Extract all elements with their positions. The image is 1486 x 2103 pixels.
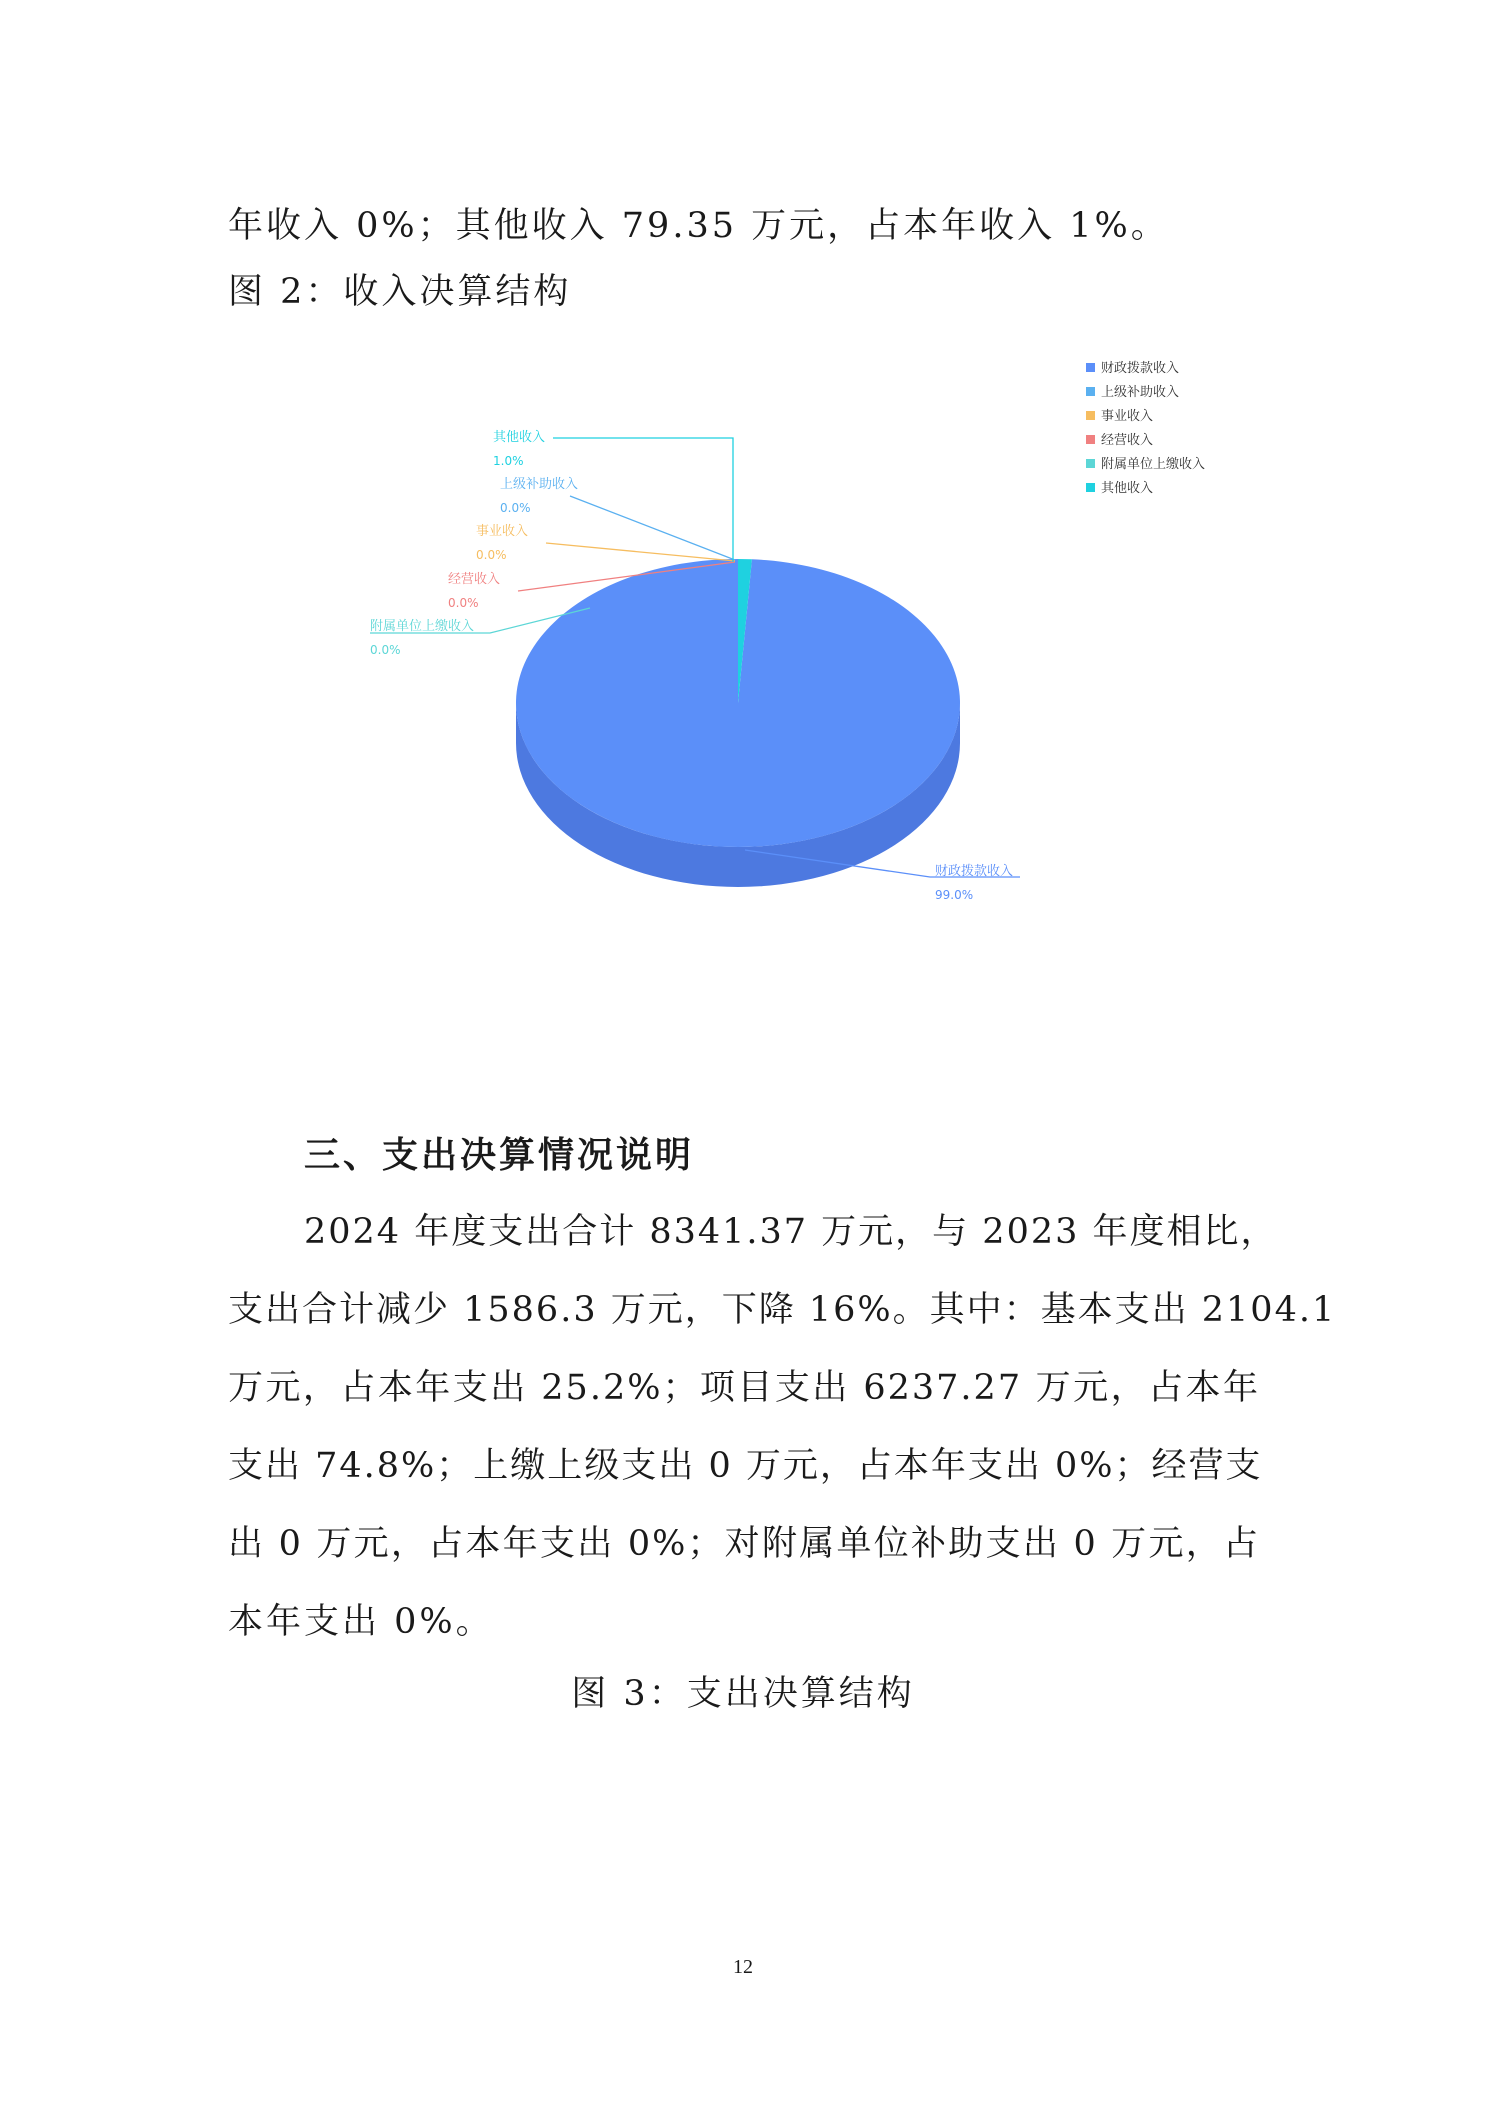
slice-label-2: 上级补助收入 — [500, 477, 579, 492]
leader-line-3 — [546, 543, 735, 561]
paragraph-line: 万元，占本年支出 25.2%；项目支出 6237.27 万元，占本年 — [228, 1368, 1260, 1408]
slice-percent-5: 0.0% — [370, 643, 401, 657]
legend-marker-5 — [1086, 459, 1095, 468]
paragraph-line: 2024 年度支出合计 8341.37 万元，与 2023 年度相比， — [304, 1212, 1278, 1252]
legend-marker-2 — [1086, 387, 1095, 396]
slice-percent-1: 99.0% — [935, 888, 974, 902]
leader-line-2 — [570, 496, 735, 560]
income-structure-pie-chart — [0, 330, 1486, 980]
figure2-caption: 图 2：收入决算结构 — [228, 272, 572, 312]
paragraph-line: 支出合计减少 1586.3 万元，下降 16%。其中：基本支出 2104.1 — [228, 1290, 1337, 1330]
legend-label-6: 其他收入 — [1101, 481, 1154, 496]
legend-label-4: 经营收入 — [1101, 433, 1154, 448]
legend-marker-1 — [1086, 363, 1095, 372]
legend-label-5: 附属单位上缴收入 — [1101, 457, 1206, 472]
slice-percent-2: 0.0% — [500, 501, 531, 515]
slice-percent-4: 0.0% — [448, 596, 479, 610]
slice-label-6: 其他收入 — [493, 430, 546, 445]
legend-label-3: 事业收入 — [1101, 409, 1154, 424]
legend-marker-6 — [1086, 483, 1095, 492]
paragraph-line: 支出 74.8%；上缴上级支出 0 万元，占本年支出 0%；经营支 — [228, 1446, 1263, 1486]
continuation-line: 年收入 0%；其他收入 79.35 万元，占本年收入 1%。 — [228, 206, 1169, 246]
paragraph-line: 本年支出 0%。 — [228, 1602, 494, 1642]
slice-percent-6: 1.0% — [493, 454, 524, 468]
slice-label-4: 经营收入 — [448, 572, 501, 587]
legend-marker-4 — [1086, 435, 1095, 444]
slice-label-3: 事业收入 — [476, 524, 529, 539]
slice-label-1: 财政拨款收入 — [935, 864, 1014, 879]
section-heading: 三、支出决算情况说明 — [304, 1135, 695, 1176]
legend-label-2: 上级补助收入 — [1101, 385, 1180, 400]
paragraph-line: 出 0 万元，占本年支出 0%；对附属单位补助支出 0 万元，占 — [228, 1524, 1260, 1564]
figure3-caption: 图 3：支出决算结构 — [571, 1674, 915, 1714]
slice-label-5: 附属单位上缴收入 — [370, 619, 475, 634]
slice-percent-3: 0.0% — [476, 548, 507, 562]
legend-marker-3 — [1086, 411, 1095, 420]
legend-label-1: 财政拨款收入 — [1101, 361, 1180, 376]
page-number: 12 — [733, 1956, 753, 1978]
